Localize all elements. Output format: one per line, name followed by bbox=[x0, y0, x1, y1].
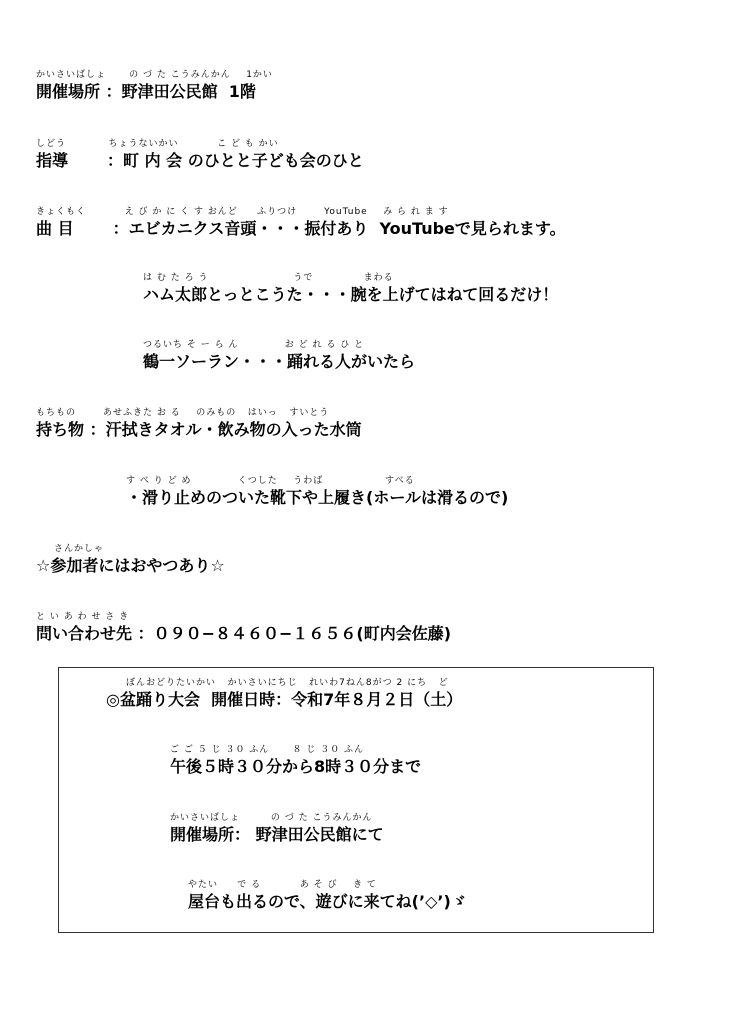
venue-text: 開催場所 ：野津田公民館 1階 bbox=[36, 82, 256, 101]
songs-text-2: ハム太郎とっとこうた・・・腕を上げてはねて回るだけ！ bbox=[143, 285, 559, 304]
festival-ruby: ぼんおどりたいかい かいさいにちじ れいわ7ねん8がつ 2 にち ど bbox=[126, 678, 449, 688]
songs-line-1 bbox=[36, 207, 566, 240]
songs-text-1: 曲 目 ：エビカニクス音頭・・・振付あり YouTubeで見られます。 bbox=[36, 219, 566, 238]
box-venue-ruby: かいさいばしょ の づ た こうみんかん bbox=[170, 813, 373, 823]
belongings-line-2 bbox=[126, 476, 508, 509]
belongings-line-1 bbox=[36, 408, 362, 441]
snacks-text: ☆参加者にはおやつあり☆ bbox=[36, 556, 225, 575]
stalls-text: 屋台も出るので、遊びに来てね(’◇’)ゞ bbox=[188, 892, 467, 911]
belongings-text-1: 持ち物 ：汗拭きタオル・飲み物の入った水筒 bbox=[36, 420, 362, 439]
instructor-line bbox=[36, 139, 364, 172]
instructor-text: 指導 ：町 内 会 のひとと子ども会のひと bbox=[36, 151, 364, 170]
songs-ruby-1: きょくもく え び か に く す おんど ふりつけ YouTube み ら れ ま す bbox=[36, 207, 449, 217]
festival-text: ◎盆踊り大会 開催日時：令和7年８月２日（土） bbox=[106, 690, 463, 709]
songs-line-2 bbox=[143, 273, 558, 306]
belongings-text-2: ・滑り止めのついた靴下や上履き(ホールは滑るので) bbox=[126, 488, 509, 507]
songs-line-3 bbox=[143, 340, 415, 373]
festival-line bbox=[106, 678, 462, 711]
snacks-ruby: さんかしゃ bbox=[54, 544, 105, 554]
songs-ruby-2: は む た ろ う うで まわる bbox=[143, 273, 394, 283]
venue-ruby: かいさいばしょ の づ た こうみんかん 1かい bbox=[36, 70, 273, 80]
venue-line bbox=[36, 70, 273, 103]
contact-text: 問い合わせ先 ：０９０−８４６０−１６５６(町内会佐藤) bbox=[36, 624, 452, 643]
songs-ruby-3: つるいち そ ー ら ん お ど れ る ひ と bbox=[143, 340, 365, 350]
box-venue-text: 開催場所： 野津田公民館にて bbox=[170, 825, 384, 844]
stalls-ruby: やたい で る あ そ び き て bbox=[188, 880, 377, 890]
contact-ruby: と い あ わ せ さ き bbox=[36, 612, 130, 622]
time-ruby: ご ご ５ じ ３０ ふん ８ じ ３０ ふん bbox=[170, 745, 365, 755]
contact-line bbox=[36, 612, 451, 645]
songs-text-3: 鶴一ソーラン・・・踊れる人がいたら bbox=[143, 352, 416, 371]
snacks-line bbox=[36, 544, 225, 577]
stalls-line bbox=[188, 880, 467, 913]
instructor-ruby: しどう ちょうないかい こ ど も かい bbox=[36, 139, 279, 149]
box-venue-line bbox=[170, 813, 384, 846]
belongings-ruby-1: もちもの あせふきた お る のみもの はいっ すいとう bbox=[36, 408, 330, 418]
time-line bbox=[170, 745, 421, 778]
belongings-ruby-2: す べ り ど め くつした うわば すべる bbox=[126, 476, 415, 486]
time-text: 午後５時３０分から8時３０分まで bbox=[170, 757, 422, 776]
